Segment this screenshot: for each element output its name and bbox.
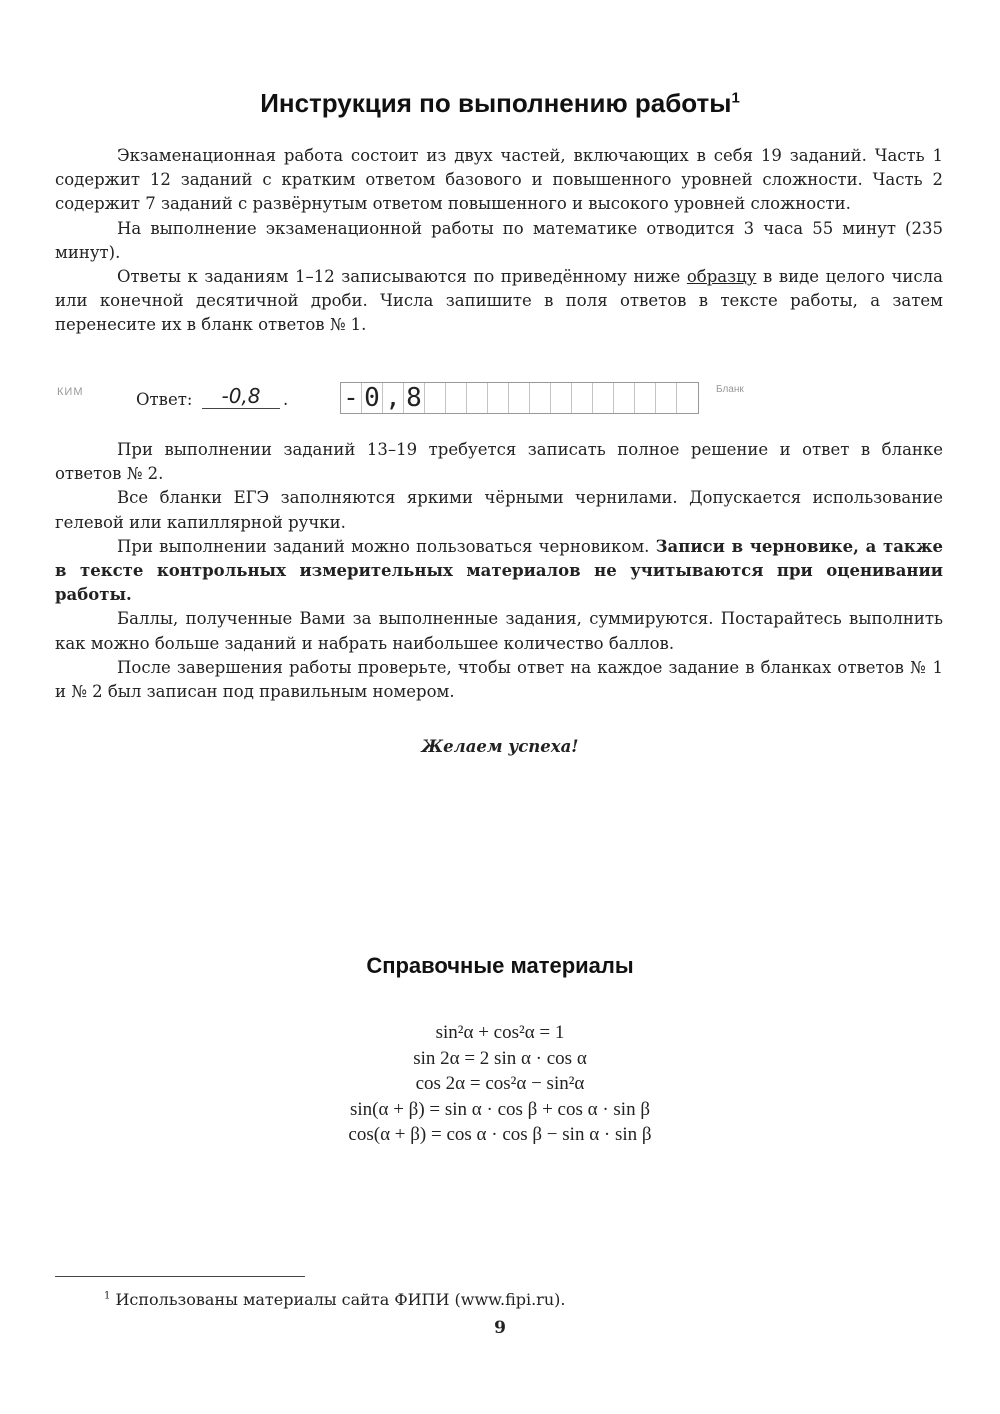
- answer-period: .: [283, 390, 289, 409]
- paragraph-ink: Все бланки ЕГЭ заполняются яркими чёрными чернилами. Допускается использование гелевой или капиллярной ручки.: [55, 488, 943, 532]
- formula: sin 2α = 2 sin α · cos α: [413, 1047, 587, 1069]
- grid-cell: -: [341, 383, 362, 413]
- page-title: [0, 88, 1000, 119]
- grid-cell: [677, 383, 698, 413]
- grid-cell: [593, 383, 614, 413]
- page-title-text: Инструкция по выполнению работы: [260, 88, 732, 118]
- paragraph-draft: [55, 535, 943, 608]
- formula: sin²α + cos²α = 1: [435, 1022, 565, 1043]
- grid-cell: [656, 383, 677, 413]
- grid-cell: [614, 383, 635, 413]
- grid-cell: [572, 383, 593, 413]
- footnote-divider: [55, 1276, 305, 1277]
- intro-section: [55, 144, 943, 338]
- paragraph-check: После завершения работы проверьте, чтобы ответ на каждое задание в бланках ответов № 1 и № 2 был записан под правильным номером.: [55, 657, 943, 702]
- grid-cell: [425, 383, 446, 413]
- paragraph-answers: [55, 265, 943, 338]
- grid-cell: [551, 383, 572, 413]
- grid-cell: ,: [383, 383, 404, 413]
- draft-text: При выполнении заданий можно пользоваться черновиком.: [117, 536, 656, 556]
- answer-sheet-grid: [340, 382, 699, 414]
- footnote: [104, 1290, 565, 1309]
- paragraph-structure: Экзаменационная работа состоит из двух частей, включающих в себя 19 заданий. Часть 1 содержит 12 заданий с кратким ответом базового и повышенного уровней сложности. Часть 2 содержит 7 заданий с развёрнутым ответом повышенного и высокого уровней сложности.: [55, 146, 943, 214]
- formula: cos 2α = cos²α − sin²α: [415, 1073, 585, 1094]
- reference-title: Справочные материалы: [366, 953, 634, 978]
- good-luck-text: Желаем успеха!: [421, 737, 579, 756]
- rules-section: [55, 438, 943, 704]
- formula-list: [0, 1020, 1000, 1148]
- answer-label: Ответ:: [136, 390, 193, 409]
- page-number: 9: [494, 1318, 506, 1338]
- paragraph-duration: На выполнение экзаменационной работы по математике отводится 3 часа 55 минут (235 минут).: [55, 218, 943, 262]
- formula: cos(α + β) = cos α · cos β − sin α · sin β: [348, 1124, 652, 1145]
- answer-example: [0, 378, 1000, 420]
- grid-cell: [488, 383, 509, 413]
- grid-cell: 0: [362, 383, 383, 413]
- kim-label: КИМ: [57, 386, 84, 398]
- footnote-mark: 1: [731, 89, 740, 107]
- handwritten-answer: -0,8: [202, 384, 280, 409]
- grid-cell: [467, 383, 488, 413]
- footnote-text: Использованы материалы сайта ФИПИ (www.fipi.ru).: [115, 1290, 566, 1309]
- grid-cell: [509, 383, 530, 413]
- grid-cell: 8: [404, 383, 425, 413]
- grid-cell: [530, 383, 551, 413]
- draft-warning: Записи в черновике, а также в тексте контрольных измерительных материалов не учитываются при оценивании работы.: [55, 536, 943, 605]
- paragraph-scores: Баллы, полученные Вами за выполненные задания, суммируются. Постарайтесь выполнить как можно больше заданий и набрать наибольшее количество баллов.: [55, 609, 943, 653]
- paragraph-part2: При выполнении заданий 13–19 требуется записать полное решение и ответ в бланке ответов № 2.: [55, 440, 943, 484]
- blank-label: Бланк: [716, 384, 744, 395]
- answers-text-end: в виде целого числа или конечной десятичной дроби. Числа запишите в поля ответов в тексте работы, а затем перенесите их в бланк ответов № 1.: [55, 267, 943, 335]
- footnote-number: 1: [104, 1290, 111, 1302]
- sample-link: образцу: [686, 267, 757, 287]
- formula: sin(α + β) = sin α · cos β + cos α · sin β: [350, 1098, 650, 1120]
- grid-cell: [635, 383, 656, 413]
- grid-cell: [446, 383, 467, 413]
- answers-text-start: Ответы к заданиям 1–12 записываются по приведённому ниже: [117, 267, 687, 287]
